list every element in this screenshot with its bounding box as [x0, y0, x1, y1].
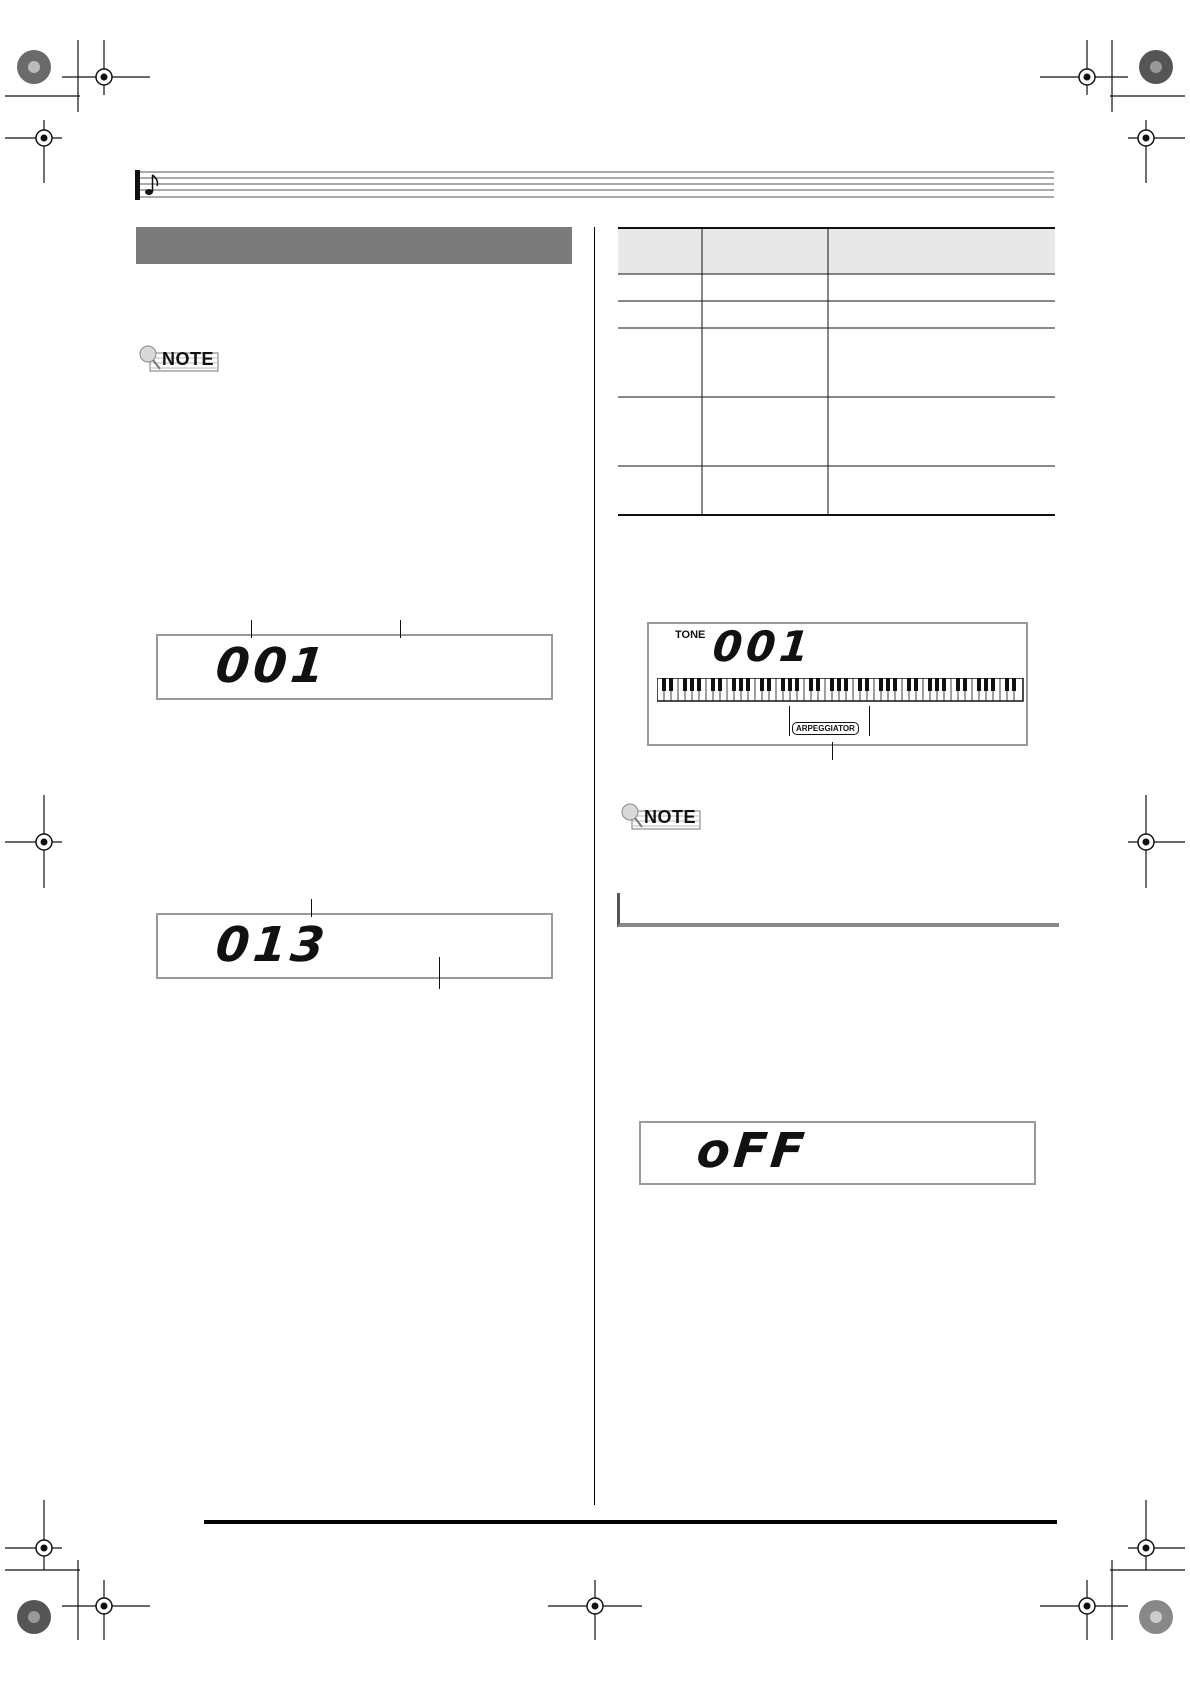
lcd-display: [156, 913, 553, 979]
lcd-keyboard-display: [647, 622, 1028, 746]
note-badge: [138, 345, 220, 373]
callout-line: [400, 620, 401, 638]
callout-line: [439, 957, 440, 989]
staff-header: [135, 170, 1054, 200]
callout-line: [832, 742, 833, 760]
indicator-bracket-right: [869, 706, 870, 736]
lcd-digits: 001: [213, 638, 332, 694]
keyboard-icon: [657, 678, 1024, 702]
settings-table: [618, 227, 1055, 517]
tone-label: TONE: [675, 629, 706, 641]
section-title-bar: [136, 227, 572, 264]
lcd-display: [156, 634, 553, 700]
arpeggiator-indicator: ARPEGGIATOR: [792, 722, 859, 735]
note-badge: [620, 803, 702, 831]
lcd-digits: 001: [710, 622, 816, 671]
note-label: NOTE: [162, 349, 215, 369]
lcd-digits: 013: [213, 917, 332, 973]
column-divider: [594, 227, 595, 1505]
callout-line: [311, 899, 312, 917]
callout-line: [251, 620, 252, 638]
indicator-bracket-left: [789, 706, 790, 736]
subsection-heading-rule: [617, 893, 1059, 927]
lcd-display: [639, 1121, 1036, 1185]
footer-rule: [204, 1520, 1057, 1524]
lcd-digits: oFF: [694, 1123, 811, 1179]
note-label: NOTE: [644, 807, 697, 827]
